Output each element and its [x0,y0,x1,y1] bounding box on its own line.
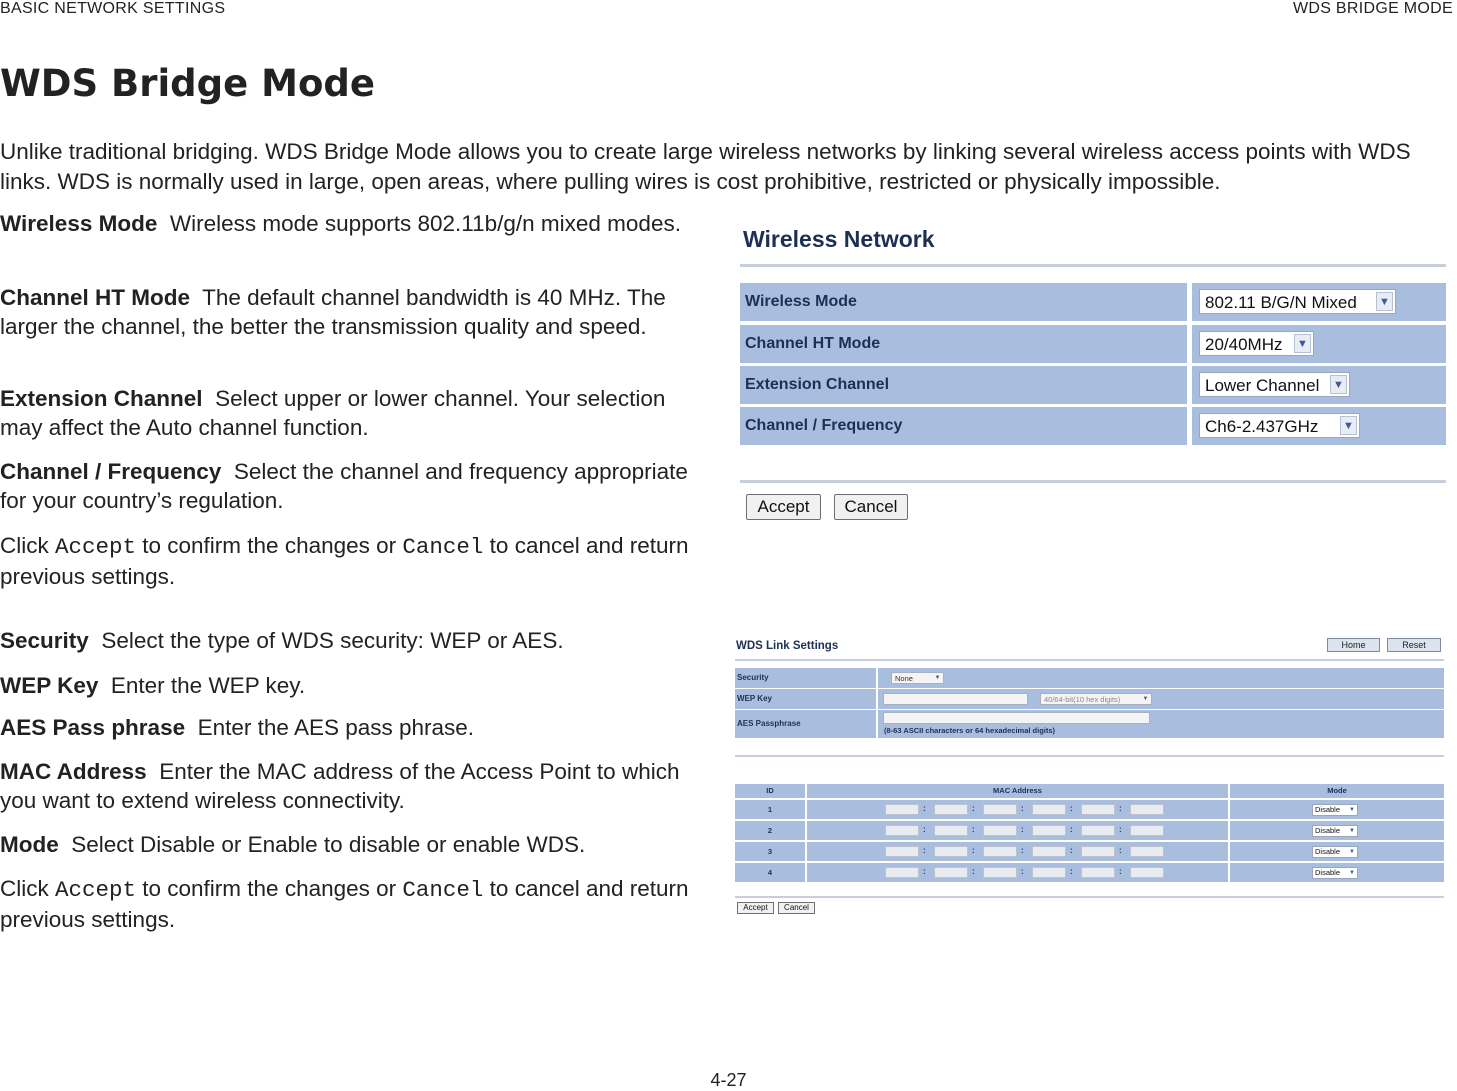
desc-mac-address [0,757,700,815]
term: Wireless Mode [0,211,158,236]
chevron-down-icon: ▼ [1294,334,1311,353]
mac-separator: : [972,867,975,876]
select-value: Disable [1315,805,1341,814]
mac-octet-input[interactable] [983,867,1017,878]
divider [740,480,1446,483]
wep-key-length-select[interactable] [1040,693,1152,705]
divider [735,755,1444,757]
mac-octet-input[interactable] [1130,825,1164,836]
term: MAC Address [0,759,147,784]
definition: Select upper or lower channel. Your selection may affect the Auto channel function. [0,386,666,440]
aes-passphrase-input[interactable] [883,712,1150,724]
mac-octet-input[interactable] [1081,804,1115,815]
mode-cell [1230,863,1444,882]
definition: Wireless mode supports 802.11b/g/n mixed modes. [169,211,681,236]
home-button[interactable]: Home [1327,638,1380,652]
term: Channel / Frequency [0,459,222,484]
wireless-network-title: Wireless Network [743,226,935,252]
chevron-down-icon: ▼ [934,675,941,681]
mac-octet-input[interactable] [1032,846,1066,857]
select-value: Lower Channel [1205,376,1320,395]
mac-separator: : [1021,846,1024,855]
row-value-cell [1192,325,1446,363]
mac-octet-input[interactable] [934,867,968,878]
row-extension-channel [740,366,1446,404]
page-number: 4-27 [710,1070,747,1090]
mac-separator: : [1070,867,1073,876]
accept-code: Accept [55,534,137,560]
row-label: Channel / Frequency [740,407,1187,445]
desc-wep-key [0,671,700,700]
mac-separator: : [972,825,975,834]
mac-octet-input[interactable] [1130,804,1164,815]
security-select[interactable] [891,672,944,684]
mac-octet-input[interactable] [1032,804,1066,815]
page-title: WDS Bridge Mode [0,62,375,105]
mac-octet-input[interactable] [1081,867,1115,878]
mac-octet-input[interactable] [1081,846,1115,857]
desc-wireless-mode [0,209,700,238]
row-label: Channel HT Mode [740,325,1187,363]
mac-separator: : [923,804,926,813]
text: to confirm the changes or [136,533,403,558]
mac-address-cell [807,842,1228,861]
row-channel-frequency [740,407,1446,445]
header-page-title: WDS BRIDGE MODE [1292,0,1453,17]
extension-channel-select[interactable] [1199,372,1350,397]
row-id: 3 [735,842,805,861]
column-header-mac: MAC Address [807,784,1228,798]
term: WEP Key [0,673,99,698]
row-value-cell [1192,366,1446,404]
row-id: 1 [735,800,805,819]
accept-code: Accept [55,877,137,903]
mac-address-cell [807,863,1228,882]
text: to confirm the changes or [136,876,403,901]
row-wireless-mode [740,283,1446,321]
wds-table-row [735,821,1444,840]
mac-separator: : [923,846,926,855]
mac-separator: : [1021,867,1024,876]
security-label: Security [735,668,876,688]
mac-octet-input[interactable] [934,825,968,836]
mode-cell [1230,800,1444,819]
chevron-down-icon: ▼ [1349,870,1355,876]
mac-octet-input[interactable] [934,846,968,857]
definition: Enter the WEP key. [110,673,306,698]
row-label: Extension Channel [740,366,1187,404]
desc-channel-frequency [0,457,700,515]
definition: The default channel bandwidth is 40 MHz. The larger the channel, the better the transmission quality and speed. [0,285,666,339]
definition: Select the type of WDS security: WEP or AES. [101,628,564,653]
mac-separator: : [1119,846,1122,855]
row-value-cell [1192,283,1446,321]
security-value-cell [878,668,1444,688]
cancel-button[interactable]: Cancel [834,494,908,520]
term: Channel HT Mode [0,285,190,310]
aes-passphrase-label: AES Passphrase [735,710,876,738]
mac-separator: : [1070,846,1073,855]
chevron-down-icon: ▼ [1142,696,1149,702]
term: Security [0,628,89,653]
definition: Enter the MAC address of the Access Point to which you want to extend wireless connectivity. [0,759,680,813]
wep-key-input[interactable] [883,693,1028,705]
mode-select[interactable] [1312,825,1358,837]
row-value-cell [1192,407,1446,445]
wds-link-settings-title: WDS Link Settings [736,640,839,652]
divider [735,659,1444,661]
select-value: Disable [1315,826,1341,835]
intro-paragraph: Unlike traditional bridging. WDS Bridge Mode allows you to create large wireless networks by linking several wireless access points with WDS links. WDS is normally used in large, open areas, where pulling wires is cost prohibitive, restricted or physically impossible. [0,139,1411,194]
mac-address-cell [807,800,1228,819]
mac-octet-input[interactable] [1130,846,1164,857]
desc-channel-ht-mode [0,283,700,341]
mac-separator: : [923,825,926,834]
mac-octet-input[interactable] [885,867,919,878]
wds-table-row [735,800,1444,819]
cancel-code: Cancel [402,877,484,903]
mac-separator: : [972,804,975,813]
mac-separator: : [923,867,926,876]
chevron-down-icon: ▼ [1349,828,1355,834]
mode-cell [1230,821,1444,840]
channel-ht-mode-select[interactable] [1199,331,1314,356]
mac-octet-input[interactable] [885,825,919,836]
select-value: 20/40MHz [1205,335,1283,354]
term: Mode [0,832,59,857]
row-channel-ht-mode [740,325,1446,363]
mac-octet-input[interactable] [1032,867,1066,878]
row-id: 4 [735,863,805,882]
wds-link-settings-panel [735,630,1444,920]
select-value: Disable [1315,847,1341,856]
header-section-title: BASIC NETWORK SETTINGS [0,0,226,17]
column-header-id: ID [735,784,805,798]
mac-octet-input[interactable] [1081,825,1115,836]
desc-aes-pass-phrase [0,713,700,742]
wep-key-label: WEP Key [735,689,876,709]
text: to cancel and return previous settings. [0,876,689,932]
desc-extension-channel [0,384,700,442]
chevron-down-icon: ▼ [1349,849,1355,855]
select-value: None [895,674,913,683]
select-value: 802.11 B/G/N Mixed [1205,293,1357,312]
desc-mode [0,830,700,859]
mode-select[interactable] [1312,867,1358,879]
wds-cancel-button[interactable]: Cancel [778,902,815,914]
mac-octet-input[interactable] [885,846,919,857]
definition: Select the channel and frequency appropriate for your country’s regulation. [0,459,688,513]
mac-separator: : [1021,804,1024,813]
click-instruction-1 [0,531,700,591]
definition: Select Disable or Enable to disable or enable WDS. [71,832,586,857]
mac-octet-input[interactable] [983,825,1017,836]
select-value: Ch6-2.437GHz [1205,417,1319,436]
mac-address-cell [807,821,1228,840]
wireless-network-panel [740,214,1446,534]
reset-button[interactable]: Reset [1387,638,1441,652]
mode-select[interactable] [1312,846,1358,858]
row-id: 2 [735,821,805,840]
term: Extension Channel [0,386,203,411]
mac-octet-input[interactable] [983,846,1017,857]
mac-octet-input[interactable] [1032,825,1066,836]
aes-passphrase-hint: (8-63 ASCII characters or 64 hexadecimal digits) [884,726,1056,735]
term: AES Pass phrase [0,715,186,740]
mac-octet-input[interactable] [885,804,919,815]
divider [740,264,1446,267]
accept-button[interactable]: Accept [746,494,821,520]
mac-separator: : [1021,825,1024,834]
desc-security [0,626,700,655]
mode-select[interactable] [1312,804,1358,816]
column-header-mode: Mode [1230,784,1444,798]
aes-passphrase-value-cell [878,710,1444,738]
mac-separator: : [1070,804,1073,813]
mode-cell [1230,842,1444,861]
text: Click [0,533,55,558]
wds-accept-button[interactable]: Accept [737,902,774,914]
wds-table-row [735,842,1444,861]
chevron-down-icon: ▼ [1376,292,1393,311]
wireless-mode-select[interactable] [1199,289,1396,314]
definition: Enter the AES pass phrase. [197,715,475,740]
select-value: 40/64-bit(10 hex digits) [1044,695,1121,704]
click-instruction-2 [0,874,700,934]
divider [735,896,1444,898]
chevron-down-icon: ▼ [1330,375,1347,394]
channel-frequency-select[interactable] [1199,413,1360,438]
wds-table-row [735,863,1444,882]
select-value: Disable [1315,868,1341,877]
cancel-code: Cancel [402,534,484,560]
chevron-down-icon: ▼ [1349,807,1355,813]
mac-separator: : [1070,825,1073,834]
mac-separator: : [972,846,975,855]
wep-key-value-cell [878,689,1444,709]
mac-octet-input[interactable] [1130,867,1164,878]
text: Click [0,876,55,901]
mac-octet-input[interactable] [934,804,968,815]
mac-separator: : [1119,804,1122,813]
mac-separator: : [1119,825,1122,834]
mac-separator: : [1119,867,1122,876]
mac-octet-input[interactable] [983,804,1017,815]
chevron-down-icon: ▼ [1340,416,1357,435]
row-label: Wireless Mode [740,283,1187,321]
text: to cancel and return previous settings. [0,533,689,589]
